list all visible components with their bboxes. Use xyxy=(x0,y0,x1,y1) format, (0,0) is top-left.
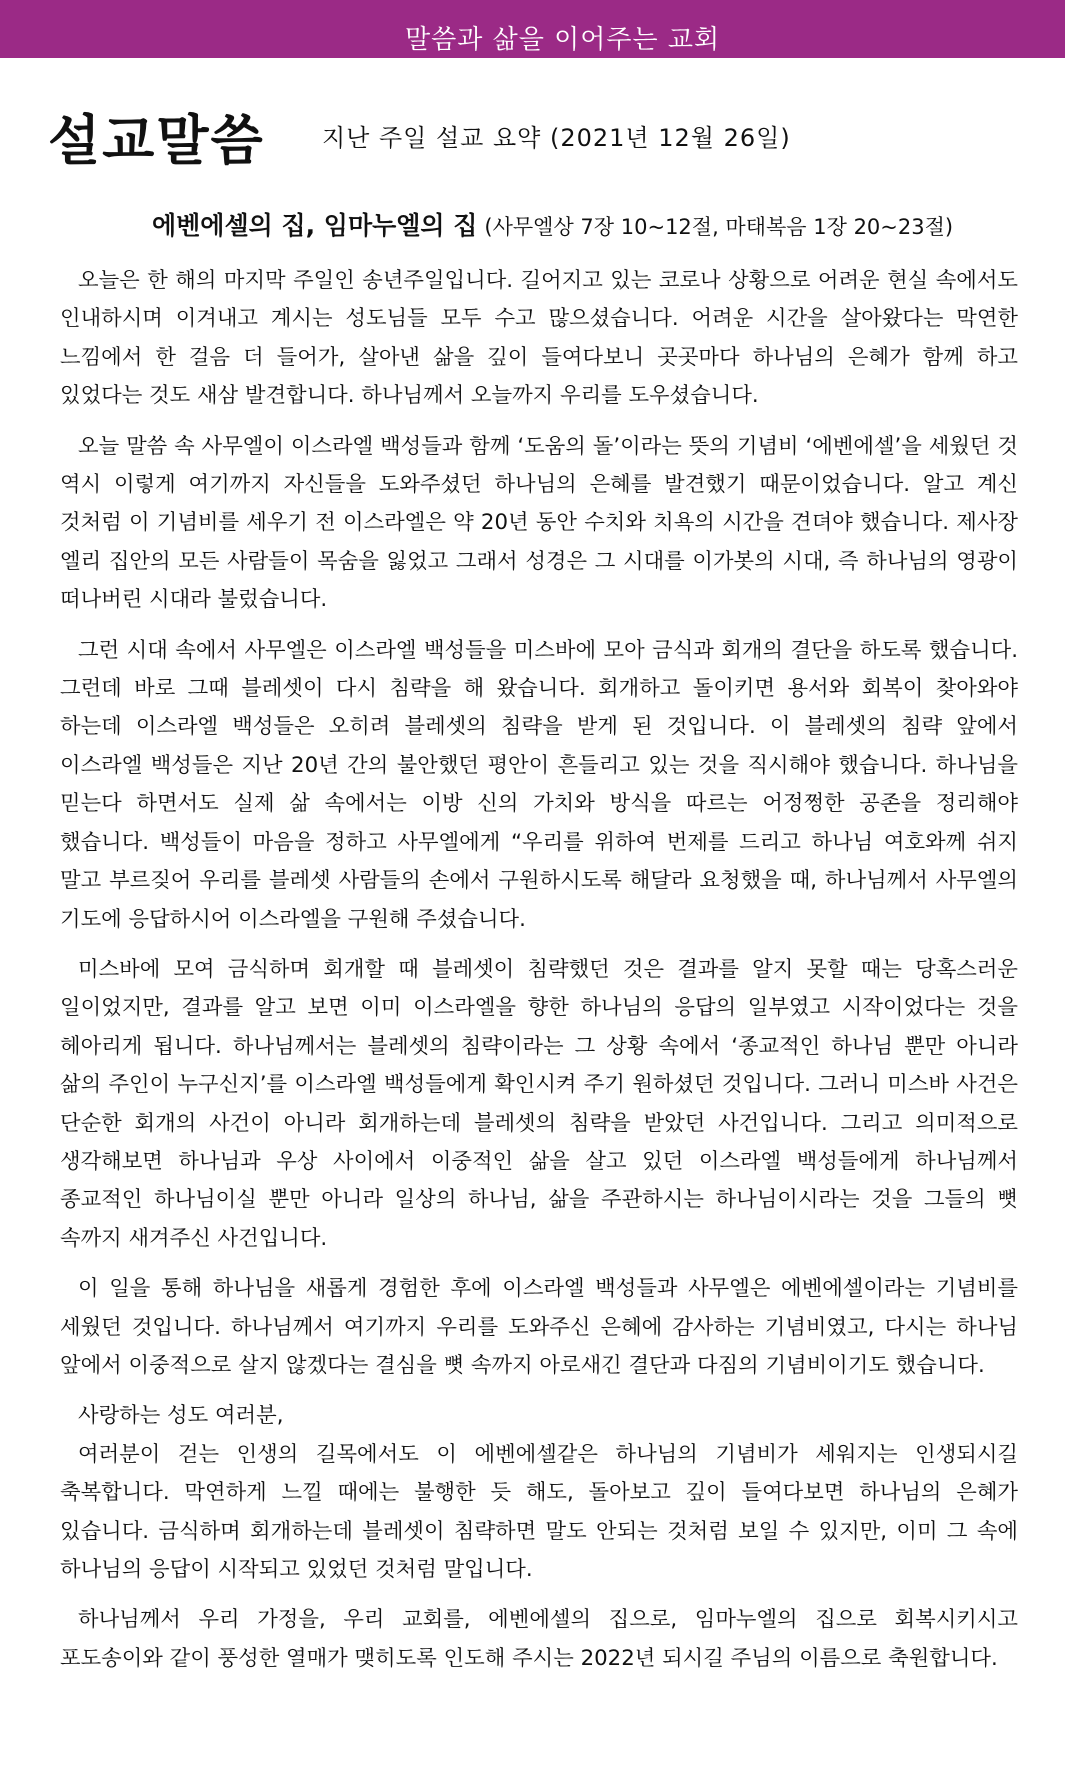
paragraph-4: 미스바에 모여 금식하며 회개할 때 블레셋이 침략했던 것은 결과를 알지 못할 때는 당혹스러운 일이었지만, 결과를 알고 보면 이미 이스라엘을 향한 하나님의 응답의 일부였고 시작이었다는 것을 헤아리게 됩니다. 하나님께서는 블레셋의 침략이라는 그 상황 속에서 ‘종교적인 하나님 뿐만 아니라 삶의 주인이 누구신지’를 이스라엘 백성들에게 확인시켜 주기 원하셨던 것입니다. 그러니 미스바 사건은 단순한 회개의 사건이 아니라 회개하는데 블레셋의 침략을 받았던 사건입니다. 그리고 의미적으로 생각해보면 하나님과 우상 사이에서 이중적인 삶을 살고 있던 이스라엘 백성들에게 하나님께서 종교적인 하나님이실 뿐만 아니라 일상의 하나님, 삶을 주관하시는 하나님이시라는 것을 그들의 뼛 속까지 새겨주신 사건입니다. xyxy=(60,956,1018,1251)
paragraph-5: 이 일을 통해 하나님을 새롭게 경험한 후에 이스라엘 백성들과 사무엘은 에벤에셀이라는 기념비를 세웠던 것입니다. 하나님께서 여기까지 우리를 도와주신 은혜에 감사하는 기념비였고, 다시는 하나님 앞에서 이중적으로 살지 않겠다는 결심을 뼛 속까지 아로새긴 결단과 다짐의 기념비이기도 했습니다. xyxy=(60,1276,1018,1378)
paragraph-greeting: 사랑하는 성도 여러분, xyxy=(78,1403,284,1429)
sermon-title: 에벤에셀의 집, 임마누엘의 집 xyxy=(152,211,478,240)
paragraph-6: 여러분이 걷는 인생의 길목에서도 이 에벤에셀같은 하나님의 기념비가 세워지는 인생되시길 축복합니다. 막연하게 느낄 때에는 불행한 듯 해도, 돌아보고 깊이 들여다보면 하나님의 은혜가 있습니다. 금식하며 회개하는데 블레셋이 침략하면 말도 안되는 것처럼 보일 수 있지만, 이미 그 속에 하나님의 응답이 시작되고 있었던 것처럼 말입니다. xyxy=(60,1441,1018,1582)
sermon-heading xyxy=(152,206,953,242)
paragraph-3: 그런 시대 속에서 사무엘은 이스라엘 백성들을 미스바에 모아 금식과 회개의 결단을 하도록 했습니다. 그런데 바로 그때 블레셋이 다시 침략을 해 왔습니다. 회개하고 돌이키면 용서와 회복이 찾아와야 하는데 이스라엘 백성들은 오히려 블레셋의 침략을 받게 된 것입니다. 이 블레셋의 침략 앞에서 이스라엘 백성들은 지난 20년 간의 불안했던 평안이 흔들리고 있는 것을 직시해야 했습니다. 하나님을 믿는다 하면서도 실제 삶 속에서는 이방 신의 가치와 방식을 따르는 어정쩡한 공존을 정리해야 했습니다. 백성들이 마음을 정하고 사무엘에게 “우리를 위하여 번제를 드리고 하나님 여호와께 쉬지 말고 부르짖어 우리를 블레셋 사람들의 손에서 구원하시도록 해달라 요청했을 때, 하나님께서 사무엘의 기도에 응답하시어 이스라엘을 구원해 주셨습니다. xyxy=(60,637,1018,932)
page-subtitle: 지난 주일 설교 요약 (2021년 12월 26일) xyxy=(322,124,791,152)
paragraph-1: 오늘은 한 해의 마지막 주일인 송년주일입니다. 길어지고 있는 코로나 상황으로 어려운 현실 속에서도 인내하시며 이겨내고 계시는 성도님들 모두 수고 많으셨습니다. 어려운 시간을 살아왔다는 막연한 느낌에서 한 걸음 더 들어가, 살아낸 삶을 깊이 들여다보니 곳곳마다 하나님의 은혜가 함께 하고 있었다는 것도 새삼 발견합니다. 하나님께서 오늘까지 우리를 도우셨습니다. xyxy=(60,268,1018,409)
page-title: 설교말씀 xyxy=(48,108,265,172)
banner-text: 말씀과 삶을 이어주는 교회 xyxy=(405,25,721,55)
paragraph-2: 오늘 말씀 속 사무엘이 이스라엘 백성들과 함께 ‘도움의 돌’이라는 뜻의 기념비 ‘에벤에셀’을 세웠던 것 역시 이렇게 여기까지 자신들을 도와주셨던 하나님의 은혜를 발견했기 때문이었습니다. 알고 계신 것처럼 이 기념비를 세우기 전 이스라엘은 약 20년 동안 수치와 치욕의 시간을 견뎌야 했습니다. 제사장 엘리 집안의 모든 사람들이 목숨을 잃었고 그래서 성경은 그 시대를 이가봇의 시대, 즉 하나님의 영광이 떠나버린 시대라 불렀습니다. xyxy=(60,433,1018,613)
sermon-body xyxy=(60,262,1018,1690)
sermon-reference: (사무엘상 7장 10~12절, 마태복음 1장 20~23절) xyxy=(484,215,954,239)
paragraph-7: 하나님께서 우리 가정을, 우리 교회를, 에벤에셀의 집으로, 임마누엘의 집으로 회복시키시고 포도송이와 같이 풍성한 열매가 맺히도록 인도해 주시는 2022년 되시길 주님의 이름으로 축원합니다. xyxy=(60,1607,1018,1671)
header-banner xyxy=(0,0,1065,58)
